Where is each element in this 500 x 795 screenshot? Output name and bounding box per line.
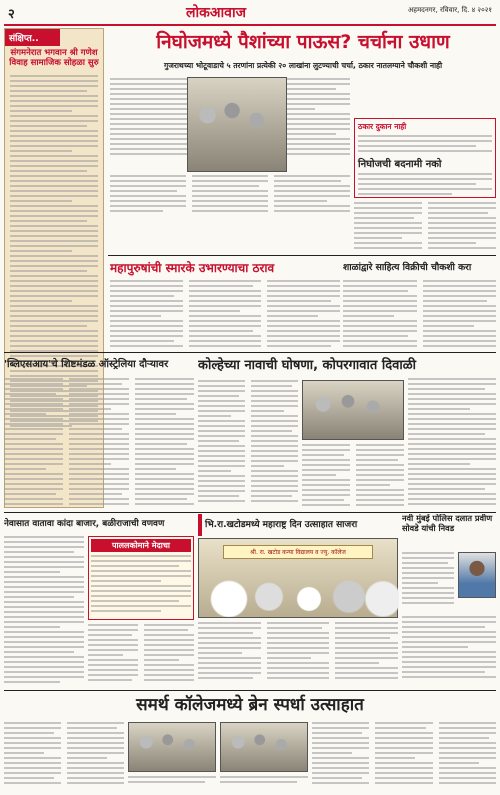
story-nevasa-title: नेवासात वातावा कांदा बाजार, बळीराजाची वणवण xyxy=(4,519,165,529)
paltan-title: पाललकोमाने मेदाचा xyxy=(91,539,191,552)
navi-portrait xyxy=(458,552,496,598)
sidebar-story1-body xyxy=(5,72,103,430)
right-box-kicker: ठकार दुकान नाही xyxy=(358,122,407,131)
story-kolhe-body xyxy=(198,380,298,508)
rule-3 xyxy=(4,512,496,513)
story-khatod-body xyxy=(198,622,398,686)
story-mahatma-body xyxy=(110,280,340,348)
story-bottom xyxy=(4,692,496,718)
lead-subtitle-bar xyxy=(110,58,496,74)
bottom-photo-2 xyxy=(220,722,308,772)
story-khatod xyxy=(198,514,398,536)
lead-photo xyxy=(187,77,287,172)
story-australia-title: 'ब्लिएसआय'चे शिष्टमंडळ ऑस्ट्रेलिया दौऱ्यावर xyxy=(4,359,169,370)
bottom-caption-2 xyxy=(220,776,308,792)
sidebar-story1-title: संगमनेरात भगवान श्री गणेश विवाह सामाजिक सोहळा सुरु xyxy=(9,48,99,68)
masthead-rule xyxy=(4,24,496,26)
sidebar-section-label: संक्षिप्त.. xyxy=(5,29,60,46)
right-box xyxy=(354,118,496,198)
lead-body-bottom xyxy=(110,175,350,215)
story-nevasa-body-2 xyxy=(88,624,194,686)
khatod-photo xyxy=(198,538,398,618)
kolhe-photo xyxy=(302,380,404,440)
lead-subtitle: गुजराथच्या भोटूवाडाचे ५ तरणांना प्रत्येकी २० लाखांना लुटण्याची चर्चा, ठकार नातलग्याने चौकशी नाही xyxy=(163,61,443,70)
story-australia xyxy=(4,355,194,375)
story-kolhe-body-3 xyxy=(408,378,496,508)
story-navi xyxy=(402,514,496,548)
story-australia-body xyxy=(4,378,194,508)
story-kolhe-body-2 xyxy=(302,444,404,508)
story-navi-body-2 xyxy=(402,616,496,686)
rule-2 xyxy=(4,352,496,353)
right-column-body xyxy=(354,202,496,252)
story-shala-body xyxy=(343,280,496,348)
story-shala-title: शाळांद्वारे साहित्य विक्रीची चौकशी करा xyxy=(343,262,472,273)
edition-info: अहमदनगर, रविवार, दि. ४ २०२१ xyxy=(407,6,492,14)
page-number: २ xyxy=(8,7,15,22)
story-mahatma-title: महापुरुषांची स्मारके उभारण्याचा ठराव xyxy=(110,261,275,275)
story-navi-body xyxy=(402,552,454,612)
lead-headline xyxy=(110,27,496,57)
story-bottom-body-2 xyxy=(312,722,496,792)
story-bottom-title: समर्थ कॉलेजमध्ये ब्रेन स्पर्धा उत्साहात xyxy=(136,695,364,715)
story-shala xyxy=(343,258,496,278)
khatod-banner: श्री. रा. खटोड कन्या विद्यालय व ज्यु. कॉलेज xyxy=(223,545,373,559)
bottom-photo-1 xyxy=(128,722,216,772)
paltan-box xyxy=(88,536,194,620)
story-kolhe-title: कोल्हेच्या नावाची घोषणा, कोपरगावात दिवाळी xyxy=(198,358,416,373)
story-khatod-title: भि.रा.खटोडमध्ये महाराष्ट्र दिन उत्साहात साजरा xyxy=(205,520,358,530)
rule-4 xyxy=(4,690,496,691)
masthead xyxy=(0,0,500,24)
story-kolhe xyxy=(198,355,496,377)
story-navi-title: नवी मुंबई पोलिस दलात प्रवीण सोवडे यांची निवड xyxy=(402,514,493,533)
story-nevasa-body xyxy=(4,536,84,686)
story-bottom-body-1 xyxy=(4,722,124,792)
paper-name: लोकआवाज xyxy=(186,5,246,21)
rule-1 xyxy=(108,255,496,256)
bottom-caption-1 xyxy=(128,776,216,792)
right-box-title: निघोजची बदनामी नको xyxy=(358,159,442,170)
lead-title: निघोजमध्ये पैशांच्या पाऊस? चर्चाना उधाण xyxy=(156,31,450,53)
story-mahatma xyxy=(110,258,310,278)
story-nevasa xyxy=(4,515,194,533)
